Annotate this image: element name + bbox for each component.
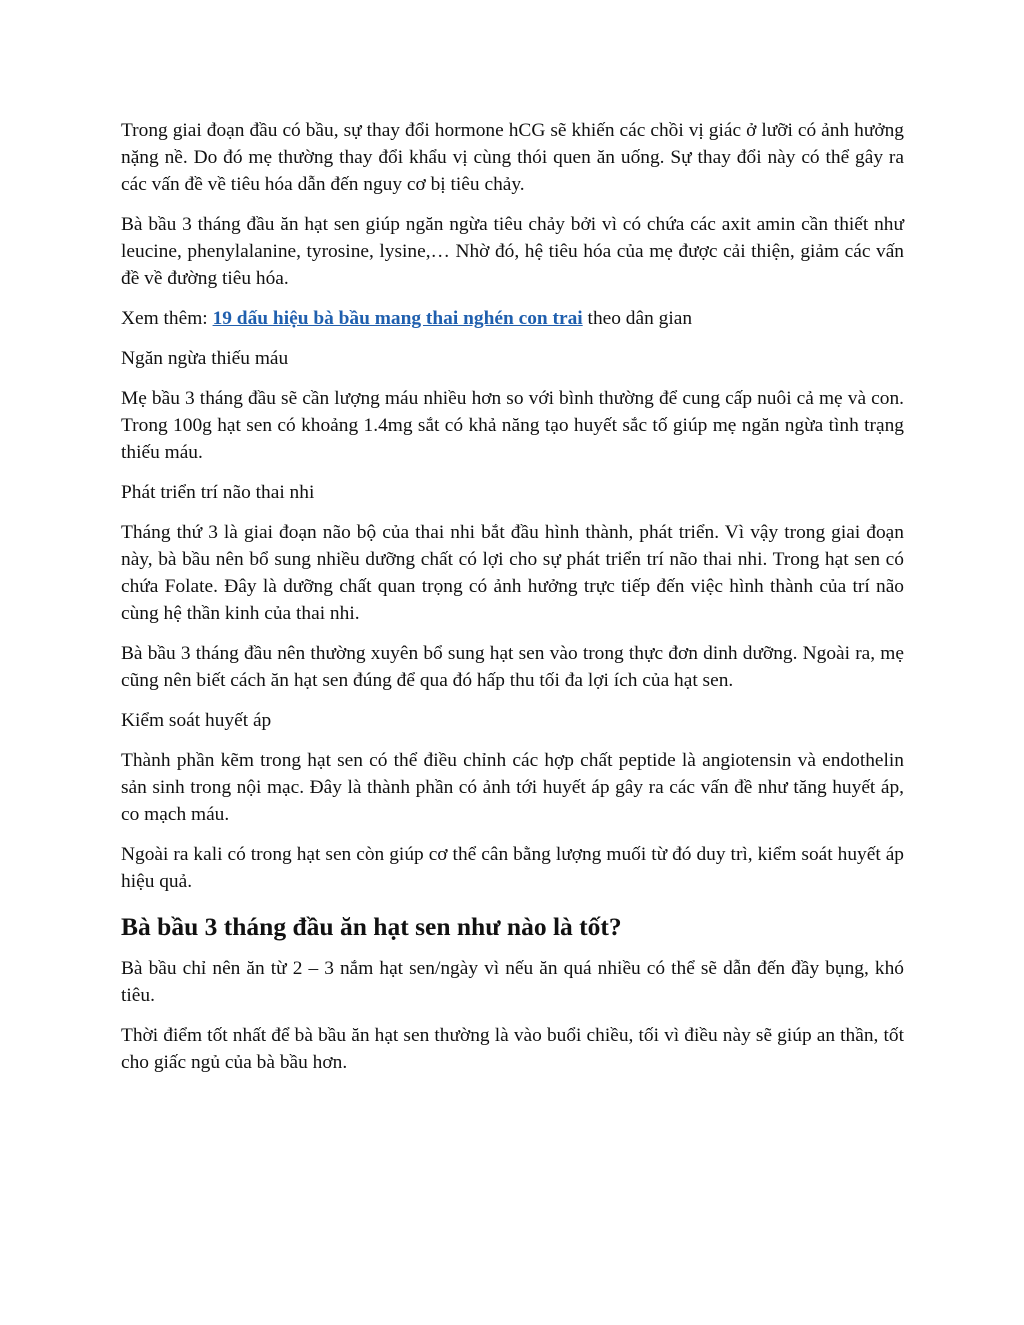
document-page	[121, 117, 904, 1089]
paragraph-timing: Thời điểm tốt nhất để bà bầu ăn hạt sen thường là vào buổi chiều, tối vì điều này sẽ giúp an thần, tốt cho giấc ngủ của bà bầu hơn.	[121, 1025, 904, 1073]
subheading-anemia: Ngăn ngừa thiếu máu	[121, 348, 289, 369]
see-also-prefix: Xem thêm:	[121, 308, 213, 329]
paragraph-hcg: Trong giai đoạn đầu có bầu, sự thay đổi hormone hCG sẽ khiến các chồi vị giác ở lưỡi có ảnh hưởng nặng nề. Do đó mẹ thường thay đổi khẩu vị cùng thói quen ăn uống. Sự thay đổi này có thể gây ra các vấn đề về tiêu hóa dẫn đến nguy cơ bị tiêu chảy.	[121, 120, 904, 195]
paragraph-supplement: Bà bầu 3 tháng đầu nên thường xuyên bổ sung hạt sen vào trong thực đơn dinh dưỡng. Ngoài ra, mẹ cũng nên biết cách ăn hạt sen đúng để qua đó hấp thu tối đa lợi ích của hạt sen.	[121, 643, 904, 691]
subheading-blood-pressure: Kiểm soát huyết áp	[121, 710, 272, 731]
section-heading: Bà bầu 3 tháng đầu ăn hạt sen như nào là tốt?	[121, 912, 622, 941]
see-also-link[interactable]: 19 dấu hiệu bà bầu mang thai nghén con trai	[212, 308, 583, 329]
see-also-suffix: theo dân gian	[582, 308, 693, 329]
paragraph-amount: Bà bầu chỉ nên ăn từ 2 – 3 nắm hạt sen/ngày vì nếu ăn quá nhiều có thể sẽ dẫn đến đầy bụng, khó tiêu.	[121, 958, 904, 1006]
paragraph-zinc: Thành phần kẽm trong hạt sen có thể điều chỉnh các hợp chất peptide là angiotensin và endothelin sản sinh trong nội mạc. Đây là thành phần có ảnh tới huyết áp gây ra các vấn đề như tăng huyết áp, co mạch máu.	[121, 750, 904, 825]
paragraph-brain: Tháng thứ 3 là giai đoạn não bộ của thai nhi bắt đầu hình thành, phát triển. Vì vậy trong giai đoạn này, bà bầu nên bổ sung nhiều dưỡng chất có lợi cho sự phát triển trí não thai nhi. Trong hạt sen có chứa Folate. Đây là dưỡng chất quan trọng có ảnh hưởng trực tiếp đến việc hình thành của trí não cùng hệ thần kinh của thai nhi.	[121, 522, 904, 624]
subheading-brain: Phát triển trí não thai nhi	[121, 482, 315, 503]
paragraph-potassium: Ngoài ra kali có trong hạt sen còn giúp cơ thể cân bằng lượng muối từ đó duy trì, kiểm soát huyết áp hiệu quả.	[121, 844, 904, 892]
see-also-line	[121, 305, 904, 332]
paragraph-diarrhea: Bà bầu 3 tháng đầu ăn hạt sen giúp ngăn ngừa tiêu chảy bởi vì có chứa các axit amin cần thiết như leucine, phenylalanine, tyrosine, lysine,… Nhờ đó, hệ tiêu hóa của mẹ được cải thiện, giảm các vấn đề về đường tiêu hóa.	[121, 214, 904, 289]
paragraph-anemia: Mẹ bầu 3 tháng đầu sẽ cần lượng máu nhiều hơn so với bình thường để cung cấp nuôi cả mẹ và con. Trong 100g hạt sen có khoảng 1.4mg sắt có khả năng tạo huyết sắc tố giúp mẹ ngăn ngừa tình trạng thiếu máu.	[121, 388, 904, 463]
